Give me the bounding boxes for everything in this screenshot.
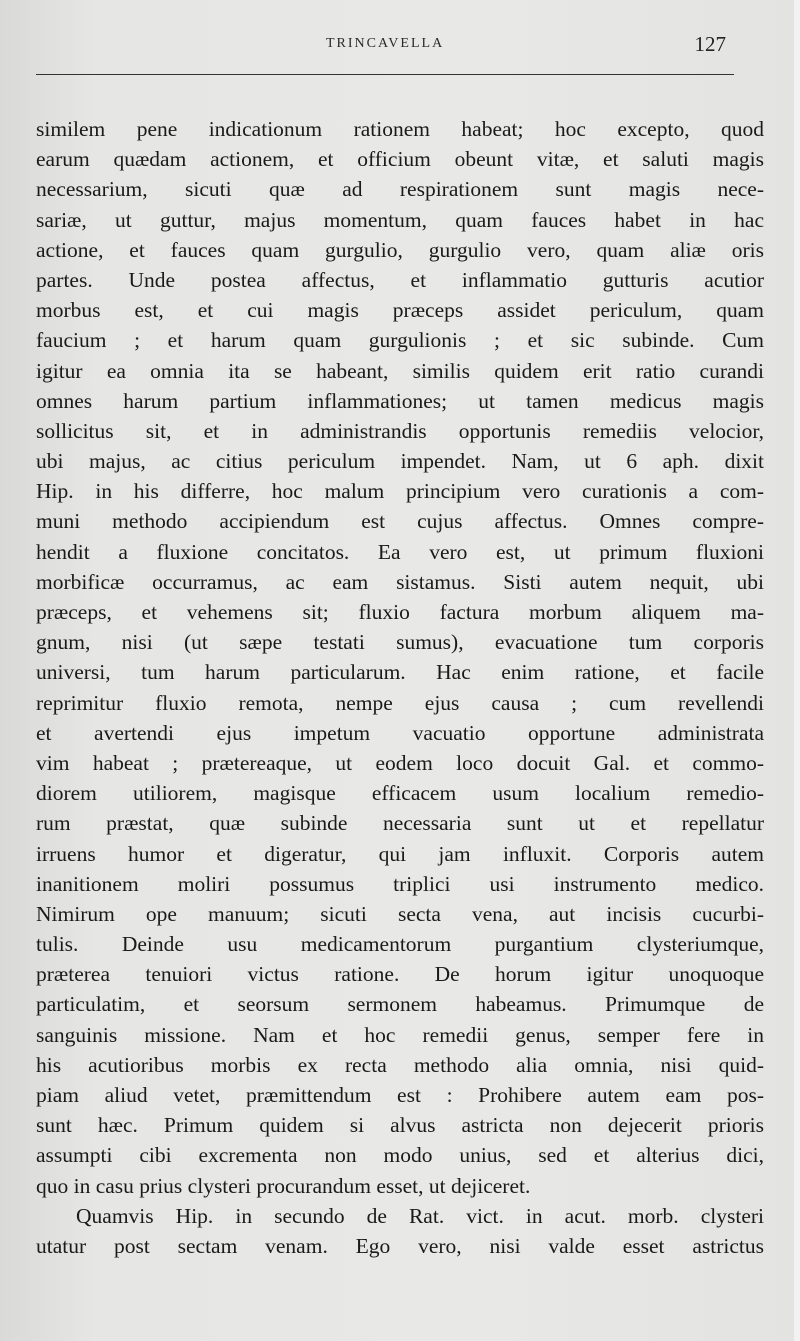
text-line: præceps, et vehemens sit; fluxio factura morbum aliquem ma- xyxy=(36,600,764,624)
text-line: similem pene indicationum rationem habeat; hoc excepto, quod xyxy=(36,117,764,141)
running-head: TRINCAVELLA xyxy=(326,36,445,51)
text-line: sariæ, ut guttur, majus momentum, quam fauces habet in hac xyxy=(36,207,764,232)
text-line: assumpti cibi excrementa non modo unius, sed et alterius dici, xyxy=(36,1143,764,1168)
text-line: irruens humor et digeratur, qui jam influxit. Corporis autem xyxy=(36,841,764,866)
text-line: vim habeat ; prætereaque, ut eodem loco docuit Gal. et commo- xyxy=(36,750,764,775)
text-line: Hip. in his differre, hoc malum principium vero curationis a com- xyxy=(36,479,764,504)
text-line: rum præstat, quæ subinde necessaria sunt ut et repellatur xyxy=(36,811,764,836)
text-line: et avertendi ejus impetum vacuatio opportune administrata xyxy=(36,720,764,745)
text-line: Quamvis Hip. in secundo de Rat. vict. in acut. morb. clysteri xyxy=(76,1203,764,1228)
page-number: 127 xyxy=(694,32,726,56)
text-line: diorem utiliorem, magisque efficacem usum localium remedio- xyxy=(36,781,764,806)
text-line: ubi majus, ac citius periculum impendet. Nam, ut 6 aph. dixit xyxy=(36,449,764,474)
text-line: inanitionem moliri possumus triplici usi instrumento medico. xyxy=(36,871,764,896)
text-line: faucium ; et harum quam gurgulionis ; et sic subinde. Cum xyxy=(36,328,764,353)
text-line: piam aliud vetet, præmittendum est : Prohibere autem eam pos- xyxy=(36,1083,764,1107)
text-line: morbus est, et cui magis præceps assidet periculum, quam xyxy=(36,298,764,323)
text-line: præterea tenuiori victus ratione. De horum igitur unoquoque xyxy=(36,962,764,987)
text-line: particulatim, et seorsum sermonem habeamus. Primumque de xyxy=(36,992,764,1017)
text-line: sollicitus sit, et in administrandis opportunis remediis velocior, xyxy=(36,418,764,443)
text-line: earum quædam actionem, et officium obeunt vitæ, et saluti magis xyxy=(36,147,764,172)
text-line: sanguinis missione. Nam et hoc remedii genus, semper fere in xyxy=(36,1022,764,1047)
text-line: quo in casu prius clysteri procurandum esset, ut dejiceret. xyxy=(36,1173,531,1198)
body-text xyxy=(36,114,764,1261)
text-line: sunt hæc. Primum quidem si alvus astricta non dejecerit prioris xyxy=(36,1113,764,1138)
text-line: reprimitur fluxio remota, nempe ejus causa ; cum revellendi xyxy=(36,690,764,715)
text-line: his acutioribus morbis ex recta methodo alia omnia, nisi quid- xyxy=(36,1052,764,1077)
text-line: omnes harum partium inflammationes; ut tamen medicus magis xyxy=(36,388,764,413)
text-line: hendit a fluxione concitatos. Ea vero est, ut primum fluxioni xyxy=(36,539,764,564)
text-line: Nimirum ope manuum; sicuti secta vena, aut incisis cucurbi- xyxy=(36,901,764,926)
page-header xyxy=(36,34,736,58)
text-line: necessarium, sicuti quæ ad respirationem sunt magis nece- xyxy=(36,177,764,202)
text-line: universi, tum harum particularum. Hac enim ratione, et facile xyxy=(36,660,764,685)
text-line: muni methodo accipiendum est cujus affectus. Omnes compre- xyxy=(36,509,764,534)
text-line: igitur ea omnia ita se habeant, similis quidem erit ratio curandi xyxy=(36,358,764,383)
text-line: partes. Unde postea affectus, et inflammatio gutturis acutior xyxy=(36,267,764,292)
text-line: tulis. Deinde usu medicamentorum purgantium clysteriumque, xyxy=(36,932,764,957)
text-line: utatur post sectam venam. Ego vero, nisi valde esset astrictus xyxy=(36,1233,764,1258)
text-line: morbificæ occurramus, ac eam sistamus. Sisti autem nequit, ubi xyxy=(36,569,764,594)
header-rule xyxy=(36,74,734,75)
text-line: actione, et fauces quam gurgulio, gurgulio vero, quam aliæ oris xyxy=(36,237,764,262)
text-line: gnum, nisi (ut sæpe testati sumus), evacuatione tum corporis xyxy=(36,630,764,655)
